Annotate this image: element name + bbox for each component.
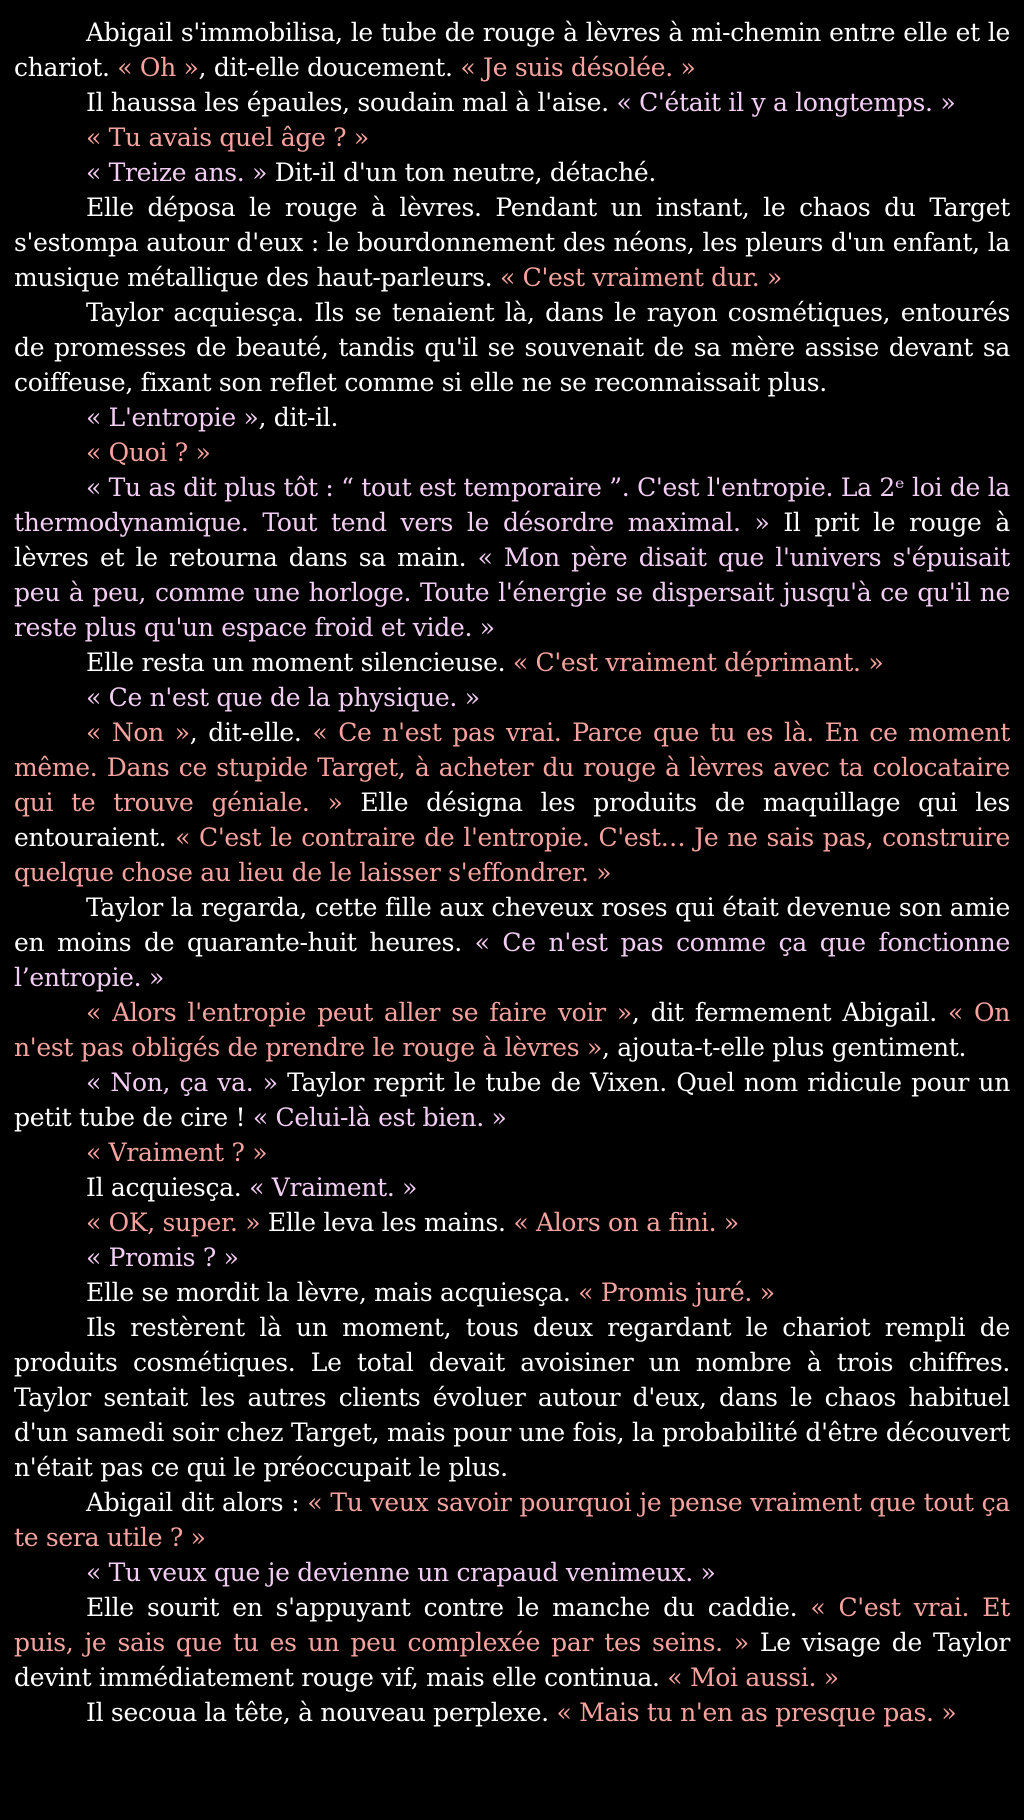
paragraph bbox=[14, 1590, 1010, 1695]
taylor-dialogue: « Tu veux que je devienne un crapaud venimeux. » bbox=[86, 1558, 716, 1587]
paragraph bbox=[14, 1310, 1010, 1485]
paragraph bbox=[14, 1065, 1010, 1135]
abigail-dialogue: « Tu veux savoir pourquoi je pense vraiment que tout ça te sera utile ? » bbox=[14, 1488, 1010, 1552]
narration: Elle sourit en s'appuyant contre le manche du caddie. bbox=[86, 1593, 811, 1622]
paragraph bbox=[14, 190, 1010, 295]
paragraph bbox=[14, 15, 1010, 85]
narration: Taylor reprit le tube de Vixen. Quel nom ridicule pour un petit tube de cire ! bbox=[14, 1068, 1011, 1132]
narration: Elle resta un moment silencieuse. bbox=[86, 648, 513, 677]
paragraph bbox=[14, 435, 1010, 470]
abigail-dialogue: « On n'est pas obligés de prendre le rouge à lèvres » bbox=[14, 998, 1010, 1062]
abigail-dialogue: « Moi aussi. » bbox=[667, 1663, 839, 1692]
abigail-dialogue: « Tu avais quel âge ? » bbox=[86, 123, 369, 152]
abigail-dialogue: « C'est le contraire de l'entropie. C'est… Je ne sais pas, construire quelque chose au lieu de le laisser s'effondrer. » bbox=[14, 823, 1010, 887]
paragraph bbox=[14, 85, 1010, 120]
paragraph bbox=[14, 645, 1010, 680]
narration: Il haussa les épaules, soudain mal à l'aise. bbox=[86, 88, 617, 117]
abigail-dialogue: « Non » bbox=[86, 718, 190, 747]
narration: Abigail dit alors : bbox=[86, 1488, 308, 1517]
taylor-dialogue: « Tu as dit plus tôt : “ tout est temporaire ”. C'est l'entropie. La 2ᵉ loi de la thermodynamique. Tout tend vers le désordre maximal. » bbox=[14, 473, 1010, 537]
abigail-dialogue: « Alors l'entropie peut aller se faire voir » bbox=[86, 998, 632, 1027]
narration: , dit fermement Abigail. bbox=[631, 998, 948, 1027]
paragraph bbox=[14, 295, 1010, 400]
abigail-dialogue: « Ce n'est pas vrai. Parce que tu es là. En ce moment même. Dans ce stupide Target, à acheter du rouge à lèvres avec ta colocataire qui te trouve géniale. » bbox=[14, 718, 1010, 817]
abigail-dialogue: « C'est vrai. Et puis, je sais que tu es un peu complexée par tes seins. » bbox=[14, 1593, 1010, 1657]
abigail-dialogue: « C'est vraiment déprimant. » bbox=[512, 648, 884, 677]
taylor-dialogue: « Treize ans. » bbox=[86, 158, 268, 187]
abigail-dialogue: « Mais tu n'en as presque pas. » bbox=[556, 1698, 957, 1727]
taylor-dialogue: « Mon père disait que l'univers s'épuisait peu à peu, comme une horloge. Toute l'énergie se dispersait jusqu'à ce qu'il ne reste plus qu'un espace froid et vide. » bbox=[14, 543, 1011, 642]
paragraph bbox=[14, 120, 1010, 155]
abigail-dialogue: « OK, super. » bbox=[86, 1208, 261, 1237]
narration: , ajouta-t-elle plus gentiment. bbox=[601, 1033, 967, 1062]
paragraph bbox=[14, 1555, 1010, 1590]
taylor-dialogue: « L'entropie » bbox=[86, 403, 259, 432]
narration: Elle leva les mains. bbox=[260, 1208, 514, 1237]
paragraph bbox=[14, 1695, 1010, 1730]
paragraph bbox=[14, 155, 1010, 190]
taylor-dialogue: « Celui-là est bien. » bbox=[252, 1103, 507, 1132]
narration: Abigail s'immobilisa, le tube de rouge à lèvres à mi-chemin entre elle et le chariot. bbox=[14, 18, 1010, 82]
taylor-dialogue: « Vraiment. » bbox=[249, 1173, 418, 1202]
narration: , dit-il. bbox=[258, 403, 339, 432]
paragraph bbox=[14, 715, 1010, 890]
paragraph bbox=[14, 1170, 1010, 1205]
narration: Ils restèrent là un moment, tous deux regardant le chariot rempli de produits cosmétiques. Le total devait avoisiner un nombre à trois chiffres. Taylor sentait les autres clients évoluer autour d'eux, dans le chaos habituel d'un samedi soir chez Target, mais pour une fois, la probabilité d'être découvert n'était pas ce qui le préoccupait le plus. bbox=[14, 1313, 1010, 1482]
paragraph bbox=[14, 1135, 1010, 1170]
taylor-dialogue: « Ce n'est pas comme ça que fonctionne l’entropie. » bbox=[14, 928, 1010, 992]
abigail-dialogue: « C'est vraiment dur. » bbox=[499, 263, 782, 292]
abigail-dialogue: « Je suis désolée. » bbox=[460, 53, 696, 82]
taylor-dialogue: « Ce n'est que de la physique. » bbox=[86, 683, 480, 712]
narration: Il secoua la tête, à nouveau perplexe. bbox=[86, 1698, 557, 1727]
narration: Elle déposa le rouge à lèvres. Pendant un instant, le chaos du Target s'estompa autour d'eux : le bourdonnement des néons, les pleurs d'un enfant, la musique métallique des haut-parleurs. bbox=[14, 193, 1010, 292]
narration: Le visage de Taylor devint immédiatement rouge vif, mais elle continua. bbox=[14, 1628, 1010, 1692]
taylor-dialogue: « Non, ça va. » bbox=[86, 1068, 278, 1097]
narration: Elle désigna les produits de maquillage qui les entouraient. bbox=[14, 788, 1010, 852]
abigail-dialogue: « Quoi ? » bbox=[86, 438, 211, 467]
paragraph bbox=[14, 400, 1010, 435]
narration: Taylor acquiesça. Ils se tenaient là, dans le rayon cosmétiques, entourés de promesses de beauté, tandis qu'il se souvenait de sa mère assise devant sa coiffeuse, fixant son reflet comme si elle ne se reconnaissait plus. bbox=[14, 298, 1010, 397]
paragraph bbox=[14, 1275, 1010, 1310]
narration: , dit-elle. bbox=[189, 718, 313, 747]
paragraph bbox=[14, 1485, 1010, 1555]
abigail-dialogue: « Vraiment ? » bbox=[86, 1138, 268, 1167]
narration: Elle se mordit la lèvre, mais acquiesça. bbox=[86, 1278, 579, 1307]
narration: Dit-il d'un ton neutre, détaché. bbox=[267, 158, 657, 187]
abigail-dialogue: « Promis juré. » bbox=[578, 1278, 775, 1307]
abigail-dialogue: « Alors on a fini. » bbox=[513, 1208, 739, 1237]
taylor-dialogue: « C'était il y a longtemps. » bbox=[616, 88, 956, 117]
narration: Il prit le rouge à lèvres et le retourna dans sa main. bbox=[14, 508, 1010, 572]
paragraph bbox=[14, 890, 1010, 995]
paragraph bbox=[14, 680, 1010, 715]
taylor-dialogue: « Promis ? » bbox=[86, 1243, 239, 1272]
narration: Taylor la regarda, cette fille aux cheveux roses qui était devenue son amie en moins de quarante-huit heures. bbox=[14, 893, 1010, 957]
paragraph bbox=[14, 1240, 1010, 1275]
paragraph bbox=[14, 995, 1010, 1065]
narration: , dit-elle doucement. bbox=[198, 53, 461, 82]
paragraph bbox=[14, 470, 1010, 645]
abigail-dialogue: « Oh » bbox=[117, 53, 199, 82]
paragraph bbox=[14, 1205, 1010, 1240]
narration: Il acquiesça. bbox=[86, 1173, 250, 1202]
